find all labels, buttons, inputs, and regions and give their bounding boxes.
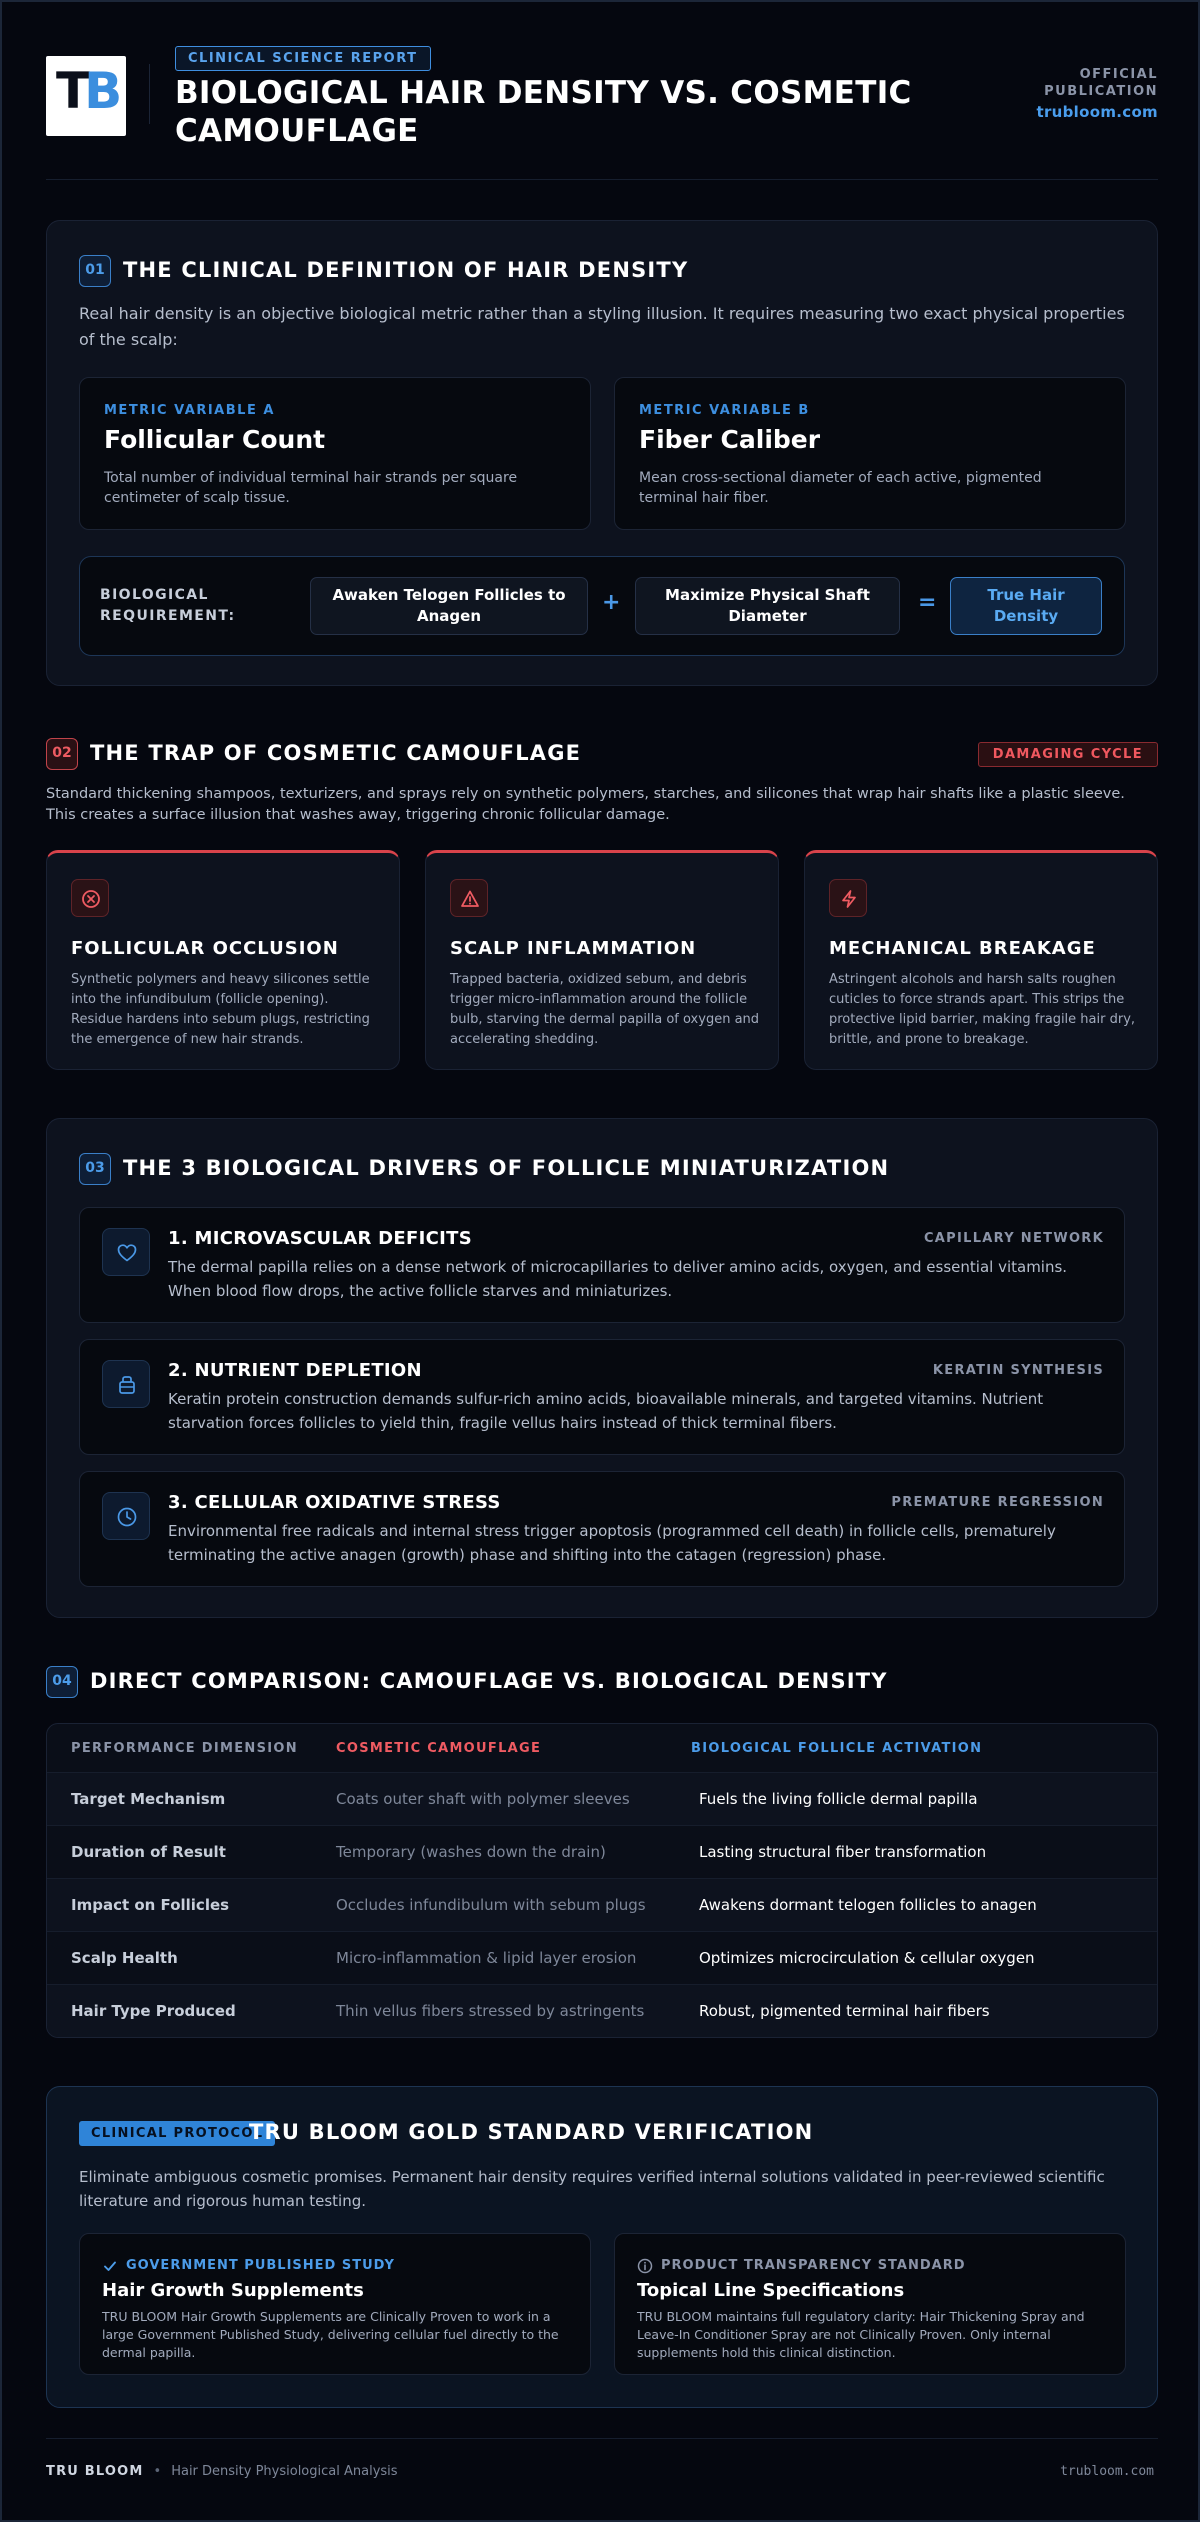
cell-camouflage: Micro-inflammation & lipid layer erosion	[336, 1949, 637, 1967]
danger-title: FOLLICULAR OCCLUSION	[71, 938, 339, 959]
danger-title: SCALP INFLAMMATION	[450, 938, 697, 959]
verification-label: GOVERNMENT PUBLISHED STUDY	[126, 2258, 395, 2273]
driver-tag: KERATIN SYNTHESIS	[932, 1363, 1104, 1378]
section-title: THE 3 BIOLOGICAL DRIVERS OF FOLLICLE MINIATURIZATION	[123, 1156, 890, 1180]
equation-term-awaken-follicles: Awaken Telogen Follicles to Anagen	[310, 577, 588, 635]
metric-card-follicular-count	[79, 377, 591, 530]
clock-icon	[102, 1492, 150, 1540]
section-gold-standard-verification	[46, 2086, 1158, 2408]
footer-site-link[interactable]: trubloom.com	[1060, 2464, 1154, 2479]
section-title: THE CLINICAL DEFINITION OF HAIR DENSITY	[123, 258, 689, 282]
metric-label: METRIC VARIABLE A	[104, 403, 275, 418]
official-line2: PUBLICATION	[1044, 84, 1158, 99]
verification-description: TRU BLOOM maintains full regulatory clarity: Hair Thickening Spray and Leave-In Conditioner Spray are not Clinically Proven. Only internal supplements hold this clinical distinction.	[637, 2309, 1085, 2360]
danger-description: Synthetic polymers and heavy silicones settle into the infundibulum (follicle opening). Residue hardens into sebum plugs, restricting the emergence of new hair strands.	[71, 972, 370, 1047]
cell-dimension: Impact on Follicles	[71, 1896, 230, 1914]
tb-logo	[46, 56, 126, 136]
section-lead: Eliminate ambiguous cosmetic promises. Permanent hair density requires verified internal solutions validated in peer-reviewed scientific literature and rigorous human testing.	[79, 2168, 1105, 2210]
column-header-camouflage: COSMETIC CAMOUFLAGE	[336, 1741, 542, 1756]
cell-biological: Lasting structural fiber transformation	[699, 1843, 987, 1861]
x-circle-icon	[71, 879, 109, 917]
section-miniaturization-drivers	[46, 1118, 1158, 1618]
driver-nutrient-depletion	[79, 1339, 1125, 1455]
cell-dimension: Duration of Result	[71, 1843, 226, 1861]
metric-card-fiber-caliber	[614, 377, 1126, 530]
footer-rule	[46, 2438, 1158, 2439]
footer-separator: •	[153, 2464, 162, 2479]
metric-description: Mean cross-sectional diameter of each active, pigmented terminal hair fiber.	[639, 470, 1042, 506]
header-rule	[46, 179, 1158, 180]
jar-icon	[102, 1360, 150, 1408]
column-header-biological: BIOLOGICAL FOLLICLE ACTIVATION	[691, 1741, 983, 1756]
danger-card-breakage	[804, 850, 1158, 1070]
biological-requirement-equation	[79, 556, 1125, 656]
section-lead: Standard thickening shampoos, texturizers, and sprays rely on synthetic polymers, starches, and silicones that wrap hair shafts like a plastic sleeve. This creates a surface illusion that washes away, triggering chronic follicular damage.	[46, 786, 1125, 823]
table-row	[47, 1825, 1158, 1878]
equation-result-true-density: True Hair Density	[950, 577, 1102, 635]
footer-subtitle: Hair Density Physiological Analysis	[171, 2464, 398, 2479]
section-title: THE TRAP OF COSMETIC CAMOUFLAGE	[90, 741, 582, 765]
driver-description: The dermal papilla relies on a dense network of microcapillaries to deliver amino acids, oxygen, and essential vitamins. When blood flow drops, the active follicle starves and miniaturizes.	[168, 1258, 1068, 1300]
warning-icon	[450, 879, 488, 917]
cell-dimension: Scalp Health	[71, 1949, 178, 1967]
section-lead: Real hair density is an objective biological metric rather than a styling illusion. It requires measuring two exact physical properties of the scalp:	[79, 304, 1125, 349]
report-header	[46, 51, 1158, 149]
verification-label: PRODUCT TRANSPARENCY STANDARD	[661, 2258, 966, 2273]
verification-name: Hair Growth Supplements	[102, 2280, 364, 2301]
lightning-icon	[829, 879, 867, 917]
section-number: 04	[46, 1666, 78, 1698]
cell-camouflage: Occludes infundibulum with sebum plugs	[336, 1896, 646, 1914]
cell-camouflage: Coats outer shaft with polymer sleeves	[336, 1790, 630, 1808]
danger-description: Trapped bacteria, oxidized sebum, and debris trigger micro-inflammation around the follicle bulb, starving the dermal papilla of oxygen and accelerating shedding.	[450, 972, 760, 1047]
driver-tag: PREMATURE REGRESSION	[891, 1495, 1104, 1510]
danger-card-inflammation	[425, 850, 779, 1070]
verification-name: Topical Line Specifications	[637, 2280, 905, 2301]
metric-description: Total number of individual terminal hair strands per square centimeter of scalp tissue.	[104, 470, 518, 506]
cell-biological: Robust, pigmented terminal hair fibers	[699, 2002, 990, 2020]
danger-description: Astringent alcohols and harsh salts roughen cuticles to force strands apart. This strips the protective lipid barrier, making fragile hair dry, brittle, and prone to breakage.	[829, 972, 1136, 1047]
driver-description: Keratin protein construction demands sulfur-rich amino acids, bioavailable minerals, and targeted vitamins. Nutrient starvation forces follicles to yield thin, fragile vellus hairs instead of thick terminal fibers.	[168, 1390, 1044, 1432]
clinical-protocol-badge: CLINICAL PROTOCOL	[79, 2121, 275, 2146]
cell-biological: Awakens dormant telogen follicles to anagen	[699, 1896, 1037, 1914]
table-row	[47, 1772, 1158, 1825]
header-divider	[149, 64, 150, 124]
driver-tag: CAPILLARY NETWORK	[923, 1231, 1104, 1246]
verification-box-supplements	[79, 2233, 591, 2375]
section-number: 03	[79, 1153, 111, 1185]
cell-dimension: Hair Type Produced	[71, 2002, 236, 2020]
column-header-dimension: PERFORMANCE DIMENSION	[71, 1741, 298, 1756]
plus-operator: +	[602, 590, 621, 615]
cell-camouflage: Temporary (washes down the drain)	[336, 1843, 606, 1861]
driver-oxidative-stress	[79, 1471, 1125, 1587]
danger-card-occlusion	[46, 850, 400, 1070]
damaging-cycle-badge: DAMAGING CYCLE	[978, 742, 1158, 767]
section-number: 01	[79, 255, 111, 287]
equals-operator: =	[918, 590, 937, 615]
driver-name: 1. MICROVASCULAR DEFICITS	[168, 1228, 472, 1249]
section-number: 02	[46, 738, 78, 770]
cell-biological: Fuels the living follicle dermal papilla	[699, 1790, 978, 1808]
cell-dimension: Target Mechanism	[71, 1790, 226, 1808]
table-row	[47, 1878, 1158, 1931]
heart-icon	[102, 1228, 150, 1276]
driver-name: 2. NUTRIENT DEPLETION	[168, 1360, 422, 1381]
driver-microvascular-deficits	[79, 1207, 1125, 1323]
table-row	[47, 1931, 1158, 1984]
official-publication	[1037, 66, 1159, 121]
header-site-link[interactable]: trubloom.com	[1036, 103, 1158, 121]
driver-name: 3. CELLULAR OXIDATIVE STRESS	[168, 1492, 501, 1513]
checkmark-icon	[102, 2258, 118, 2278]
table-row	[47, 1984, 1158, 2037]
equation-term-shaft-diameter: Maximize Physical Shaft Diameter	[635, 577, 900, 635]
page-title: BIOLOGICAL HAIR DENSITY VS. COSMETIC CAMOUFLAGE	[175, 75, 912, 149]
footer-brand-line	[46, 2464, 398, 2479]
info-icon	[637, 2258, 653, 2278]
table-header	[47, 1724, 1158, 1772]
cell-biological: Optimizes microcirculation & cellular oxygen	[699, 1949, 1035, 1967]
requirement-label: BIOLOGICAL REQUIREMENT:	[100, 587, 236, 624]
metric-name: Fiber Caliber	[639, 425, 821, 454]
official-line1: OFFICIAL	[1079, 67, 1158, 82]
driver-description: Environmental free radicals and internal stress trigger apoptosis (programmed cell death) in follicle cells, prematurely terminating the active anagen (growth) phase and shifting into the catagen (regression) phase.	[168, 1522, 1056, 1564]
section-title: TRU BLOOM GOLD STANDARD VERIFICATION	[249, 2120, 814, 2144]
section-hair-density-definition	[46, 220, 1158, 686]
footer-brand: TRU BLOOM	[46, 2464, 144, 2479]
comparison-table	[46, 1723, 1158, 2038]
cell-camouflage: Thin vellus fibers stressed by astringents	[336, 2002, 645, 2020]
danger-title: MECHANICAL BREAKAGE	[829, 938, 1096, 959]
verification-box-topical	[614, 2233, 1126, 2375]
metric-label: METRIC VARIABLE B	[639, 403, 810, 418]
report-type-badge: CLINICAL SCIENCE REPORT	[175, 46, 431, 71]
section-title: DIRECT COMPARISON: CAMOUFLAGE VS. BIOLOGICAL DENSITY	[90, 1669, 888, 1693]
logo-text: TB	[56, 62, 117, 120]
metric-name: Follicular Count	[104, 425, 326, 454]
verification-description: TRU BLOOM Hair Growth Supplements are Clinically Proven to work in a large Government Published Study, delivering cellular fuel directly to the dermal papilla.	[102, 2309, 559, 2360]
